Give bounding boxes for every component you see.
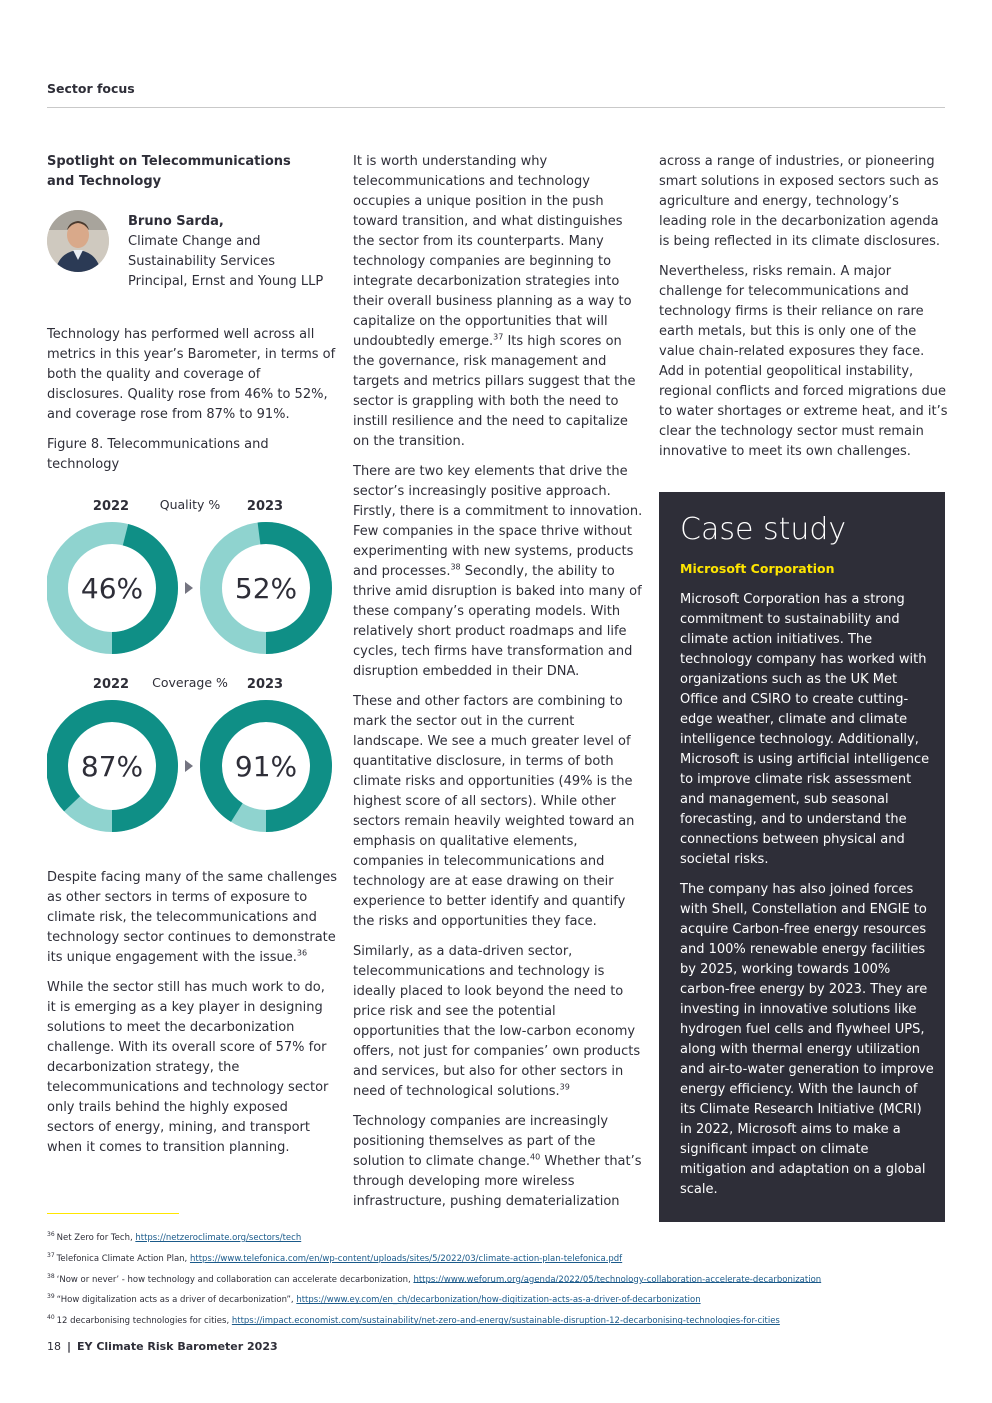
footnote-ref-40: 40 [530,1152,541,1162]
col2-body [353,152,643,1222]
arrow-right-icon [185,582,193,594]
intro-paragraph: Technology has performed well across all metrics in this year’s Barometer, in terms of both the quality and coverage of disclosures. Quality rose from 46% to 52%, and coverage rose from 87% to 91%. [47,327,336,422]
footnote-text: 12 decarbonising technologies for cities, [56,1316,232,1327]
page-number: 18 [47,1340,61,1353]
col3-paragraph-1: across a range of industries, or pioneering smart solutions in exposed sectors such as agriculture and energy, technology’s leading role in the decarbonization agenda is being reflected in its climate disclosures. [659,154,941,249]
col1-p2-text: Despite facing many of the same challenges as other sectors in terms of exposure to climate risk, the telecommunications and technology sector continues to demonstrate its unique engagement with the issue. [47,870,337,965]
year-label-2022: 2022 [92,499,130,514]
footnote-number: 40 [47,1314,55,1322]
footnote-link[interactable]: https://www.ey.com/en_ch/decarbonization/how-digitization-acts-as-a-driver-of-decarbonization [296,1295,701,1306]
year-label-2023: 2023 [246,499,284,514]
author-block [128,212,343,292]
year-label-2022: 2022 [92,677,130,692]
author-role-line3: Principal, Ernst and Young LLP [128,274,324,289]
col3-body [659,152,949,472]
spotlight-title [47,152,337,192]
footer-separator: | [67,1340,72,1353]
col1-paragraph-3: While the sector still has much work to do, it is emerging as a key player in designing solutions to meet the decarbonization challenge. With its overall score of 57% for decarbonization strategy, the telecommunications and technology sector only trails behind the highly exposed sectors of energy, mining, and transport when it comes to transition planning. [47,980,329,1155]
footnote-38 [47,1268,947,1289]
col2-paragraph-2 [353,462,643,682]
donut-value-label-2022: 46% [80,572,144,605]
chart-title: Coverage % [152,675,228,690]
spotlight-title-line1: Spotlight on Telecommunications [47,154,291,169]
page-footer [47,1340,278,1353]
footnote-text: ‘Now or never’ - how technology and collaboration can accelerate decarbonization, [56,1274,414,1285]
header-divider [47,107,945,108]
col2-p5b: Whether that’s through developing more wireless infrastructure, pushing dematerialization [353,1154,642,1209]
col2-p4: Similarly, as a data-driven sector, telecommunications and technology is ideally placed to look beyond the need to price risk and see the potential opportunities that the low-carbon economy offers, not just for companies’ own products and services, but also for other sectors in need of technological solutions. [353,944,641,1099]
case-study-text [680,590,935,1210]
col1-body [47,868,337,1168]
footnote-text: Net Zero for Tech, [56,1232,136,1243]
figure-8-charts [47,495,337,840]
footnote-text: Telefonica Climate Action Plan, [56,1253,190,1264]
col2-paragraph-3: These and other factors are combining to mark the sector out in the current landscape. We see a much greater level of quantitative disclosure, in terms of both climate risks and opportunities (49% is the highest score of all sectors). While other sectors remain heavily weighted toward an emphasis on qualitative elements, companies in telecommunications and technology are at ease drawing on their experience to better identify and quantify the risks and opportunities they face. [353,694,635,929]
author-photo [47,210,109,272]
spotlight-title-line2: and Technology [47,174,162,189]
footnote-link[interactable]: https://www.telefonica.com/en/wp-content/uploads/sites/5/2022/03/climate-action-plan-telefonica.pdf [189,1253,623,1264]
donut-value-label-2023: 52% [234,572,298,605]
col3-paragraph-2: Nevertheless, risks remain. A major challenge for telecommunications and technology firms is their reliance on rare earth metals, but this is only one of the value chain-related exposures they face. Add in potential geopolitical instability, regional conflicts and forced migrations due to water shortages or extreme heat, and it’s clear the technology sector must remain innovative to meet its own challenges. [659,264,948,459]
donut-value-label-2022: 87% [80,750,144,783]
footnote-ref-37: 37 [493,332,504,342]
case-study-paragraph-1: Microsoft Corporation has a strong commitment to sustainability and climate action initiatives. The technology company has worked with organizations such as the UK Met Office and CSIRO to create cutting-edge weather, climate and climate intelligence technology. Additionally, Microsoft is using artificial intelligence to improve climate risk assessment and management, sub seasonal forecasting, and to understand the connections between physical and societal risks. [680,592,930,867]
intro-block [47,325,337,475]
footnote-number: 38 [47,1272,55,1280]
case-study-title: Case study [680,512,847,547]
footnote-ref-39: 39 [559,1082,570,1092]
footnote-ref-36: 36 [296,948,308,958]
author-role-line2: Sustainability Services [128,254,275,269]
author-role-line1: Climate Change and [128,234,261,249]
chart-title: Quality % [159,497,221,512]
footnote-ref-38: 38 [450,562,461,572]
footnote-36 [47,1226,947,1247]
document-title: EY Climate Risk Barometer 2023 [77,1340,278,1353]
footnote-number: 36 [47,1231,55,1238]
col2-paragraph-5 [353,1112,643,1212]
footnote-40 [47,1309,947,1330]
footnote-number: 39 [47,1293,55,1301]
col2-p2b: Secondly, the ability to thrive amid disruption is baked into many of these company’s operating models. With relatively short product roadmaps and life cycles, tech firms have transformation and disruption embedded in their DNA. [353,564,642,679]
author-name: Bruno Sarda, [128,214,224,229]
footnote-divider [47,1213,179,1214]
year-label-2023: 2023 [246,677,284,692]
col2-p1a: It is worth understanding why telecommunications and technology occupies a unique position in the push toward transition, and what distinguishes the sector from its counterparts. Many technology companies are beginning to integrate decarbonization strategies into their overall business planning as a way to capitalize on the opportunities that will undoubtedly emerge. [353,154,632,349]
footnote-number: 37 [47,1251,55,1259]
author-avatar [47,210,109,272]
col2-paragraph-1 [353,152,643,452]
footnotes [47,1226,947,1330]
col2-p5a: Technology companies are increasingly positioning themselves as part of the solution to climate change. [353,1114,609,1169]
footnote-37 [47,1247,947,1268]
col1-paragraph-2 [47,868,337,968]
arrow-right-icon [185,760,193,772]
case-study-company: Microsoft Corporation [680,561,835,576]
section-label: Sector focus [47,81,135,96]
figure-caption: Figure 8. Telecommunications and technology [47,437,269,472]
footnote-link[interactable]: https://www.weforum.org/agenda/2022/05/technology-collaboration-accelerate-decarbonization [413,1274,822,1285]
col2-p1b: Its high scores on the governance, risk management and targets and metrics pillars suggest that the sector is grappling with both the need to instill resilience and the need to capitalize on the transition. [353,334,636,449]
col2-paragraph-4 [353,942,643,1102]
footnote-link[interactable]: https://netzeroclimate.org/sectors/tech [135,1232,302,1243]
footnote-39 [47,1288,947,1309]
case-study-paragraph-2: The company has also joined forces with Shell, Constellation and ENGIE to acquire Carbon-free energy resources and 100% renewable energy facilities by 2025, working towards 100% carbon-free energy by 2023. They are investing in innovative solutions like hydrogen fuel cells and flywheel UPS, along with thermal energy utilization and air-to-water generation to improve energy efficiency. With the launch of its Climate Research Initiative (MCRI) in 2022, Microsoft aims to make a significant impact on climate mitigation and adaptation on a global scale. [680,882,934,1197]
footnote-link[interactable]: https://impact.economist.com/sustainability/net-zero-and-energy/sustainable-disruption-12-decarbonising-technologies-for-cities [231,1316,780,1327]
donut-value-label-2023: 91% [234,750,298,783]
col2-p2a: There are two key elements that drive the sector’s increasingly positive approach. Firstly, there is a commitment to innovation. Few companies in the space thrive without experimenting with new systems, products and processes. [353,464,643,579]
donut-charts-svg [47,495,337,840]
footnote-text: “How digitalization acts as a driver of decarbonization”, [56,1295,297,1306]
